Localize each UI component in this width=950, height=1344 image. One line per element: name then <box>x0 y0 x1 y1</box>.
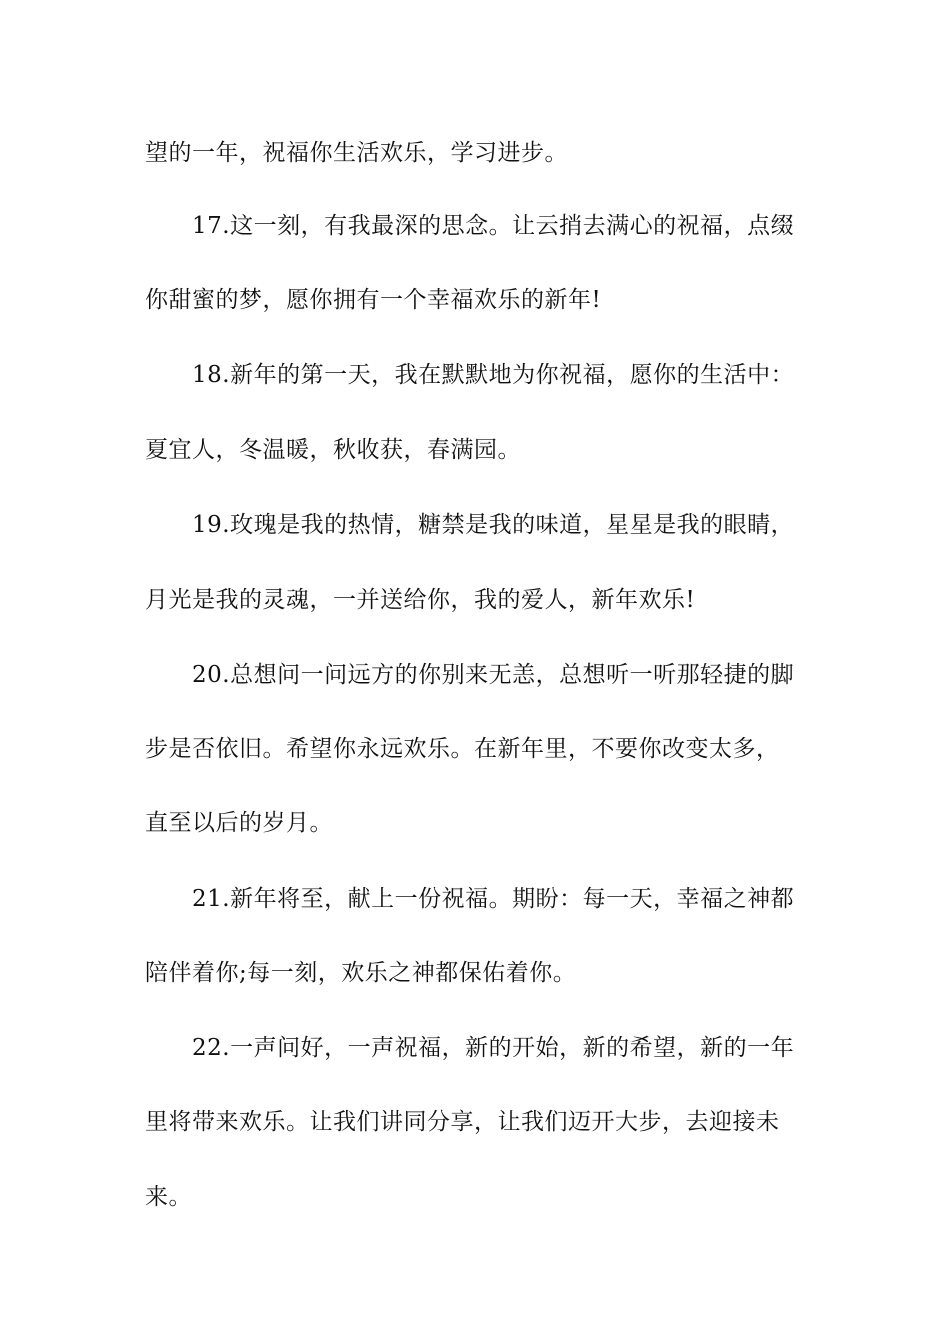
item-18-line-2: 夏宜人，冬温暖，秋收获，春满园。 <box>145 437 521 463</box>
item-20-line-1: 20.总想问一问远方的你别来无恙，总想听一听那轻捷的脚 <box>192 662 795 688</box>
item-21-line-2: 陪伴着你;每一刻，欢乐之神都保佑着你。 <box>145 960 577 986</box>
item-22-line-2: 里将带来欢乐。让我们讲同分享，让我们迈开大步，去迎接未 <box>145 1109 780 1135</box>
item-21-line-1: 21.新年将至，献上一份祝福。期盼：每一天，幸福之神都 <box>192 886 795 912</box>
item-20-line-3: 直至以后的岁月。 <box>145 810 333 836</box>
item-17-line-2: 你甜蜜的梦，愿你拥有一个幸福欢乐的新年! <box>145 287 602 313</box>
item-22-line-3: 来。 <box>145 1184 192 1210</box>
item-22-line-1: 22.一声问好，一声祝福，新的开始，新的希望，新的一年 <box>192 1035 795 1061</box>
item-19-line-1: 19.玫瑰是我的热情，糖禁是我的味道，星星是我的眼睛， <box>192 512 795 538</box>
item-19-line-2: 月光是我的灵魂，一并送给你，我的爱人，新年欢乐! <box>145 587 696 613</box>
text-line-1: 望的一年，祝福你生活欢乐，学习进步。 <box>145 140 568 166</box>
item-17-line-1: 17.这一刻，有我最深的思念。让云捎去满心的祝福，点缀 <box>192 213 795 239</box>
item-20-line-2: 步是否依旧。希望你永远欢乐。在新年里，不要你改变太多， <box>145 736 780 762</box>
item-18-line-1: 18.新年的第一天，我在默默地为你祝福，愿你的生活中： <box>192 362 795 388</box>
